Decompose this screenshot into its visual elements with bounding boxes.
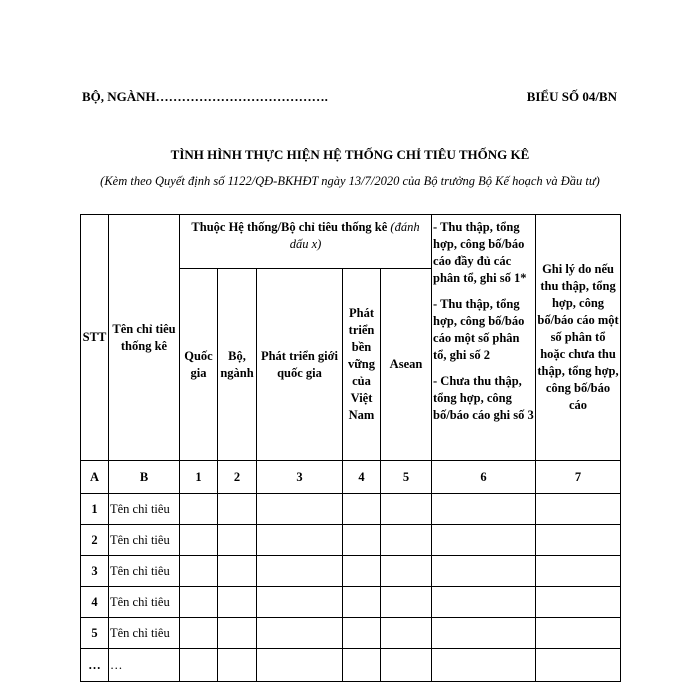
table-row-ellipsis xyxy=(81,649,621,682)
empty-cell[interactable] xyxy=(180,494,218,525)
empty-cell[interactable] xyxy=(432,587,536,618)
empty-cell[interactable] xyxy=(218,494,257,525)
empty-cell[interactable] xyxy=(381,494,432,525)
table-row xyxy=(81,494,621,525)
empty-cell[interactable] xyxy=(432,649,536,682)
table-row xyxy=(81,618,621,649)
code-cell: 1 xyxy=(180,461,218,494)
code-cell: 2 xyxy=(218,461,257,494)
empty-cell[interactable] xyxy=(180,525,218,556)
empty-cell[interactable] xyxy=(218,525,257,556)
empty-cell[interactable] xyxy=(536,556,621,587)
empty-cell[interactable] xyxy=(381,618,432,649)
header-reason: Ghi lý do nếu thu thập, tổng hợp, công bố/báo cáo một số phân tổ hoặc chưa thu thập, tổng hợp, công bố/báo cáo xyxy=(536,215,621,461)
header-system-group-note: (đánh dấu x) xyxy=(289,220,420,251)
empty-cell[interactable] xyxy=(218,618,257,649)
empty-cell[interactable] xyxy=(257,556,343,587)
status-option-1: - Thu thập, tổng hợp, công bố/báo cáo đầy đủ các phân tổ, ghi số 1* xyxy=(433,220,527,285)
empty-cell[interactable] xyxy=(381,556,432,587)
empty-cell[interactable] xyxy=(536,494,621,525)
header-sustainable-development: Phát triển bền vững của Việt Nam xyxy=(343,269,381,461)
code-cell: 6 xyxy=(432,461,536,494)
row-stt: … xyxy=(81,649,109,682)
empty-cell[interactable] xyxy=(218,649,257,682)
code-cell: 7 xyxy=(536,461,621,494)
statistics-table xyxy=(80,214,621,682)
empty-cell[interactable] xyxy=(381,587,432,618)
table-row xyxy=(81,587,621,618)
empty-cell[interactable] xyxy=(343,587,381,618)
code-cell: A xyxy=(81,461,109,494)
empty-cell[interactable] xyxy=(257,525,343,556)
empty-cell[interactable] xyxy=(343,618,381,649)
empty-cell[interactable] xyxy=(180,587,218,618)
empty-cell[interactable] xyxy=(536,587,621,618)
row-indicator-name: Tên chỉ tiêu xyxy=(109,587,180,618)
form-number: BIỂU SỐ 04/BN xyxy=(526,89,617,104)
empty-cell[interactable] xyxy=(536,618,621,649)
empty-cell[interactable] xyxy=(432,618,536,649)
empty-cell[interactable] xyxy=(257,494,343,525)
table-row xyxy=(81,525,621,556)
empty-cell[interactable] xyxy=(343,494,381,525)
code-cell: 4 xyxy=(343,461,381,494)
header-system-group xyxy=(180,215,432,269)
column-code-row xyxy=(81,461,621,494)
empty-cell[interactable] xyxy=(432,525,536,556)
document-subtitle: (Kèm theo Quyết định số 1122/QĐ-BKHĐT ngày 13/7/2020 của Bộ trưởng Bộ Kế hoạch và Đầu tư) xyxy=(100,174,600,188)
header-indicator-name: Tên chỉ tiêu thống kê xyxy=(109,215,180,461)
empty-cell[interactable] xyxy=(218,556,257,587)
row-indicator-name: … xyxy=(109,649,180,682)
empty-cell[interactable] xyxy=(343,525,381,556)
empty-cell[interactable] xyxy=(180,618,218,649)
empty-cell[interactable] xyxy=(536,525,621,556)
empty-cell[interactable] xyxy=(257,649,343,682)
empty-cell[interactable] xyxy=(381,525,432,556)
empty-cell[interactable] xyxy=(180,649,218,682)
empty-cell[interactable] xyxy=(218,587,257,618)
row-stt: 3 xyxy=(81,556,109,587)
header-gender-development: Phát triển giới quốc gia xyxy=(257,269,343,461)
row-indicator-name: Tên chỉ tiêu xyxy=(109,525,180,556)
ministry-header: BỘ, NGÀNH…………………………………. xyxy=(82,89,328,104)
empty-cell[interactable] xyxy=(432,556,536,587)
row-stt: 1 xyxy=(81,494,109,525)
code-cell: B xyxy=(109,461,180,494)
code-cell: 5 xyxy=(381,461,432,494)
row-stt: 5 xyxy=(81,618,109,649)
code-cell: 3 xyxy=(257,461,343,494)
empty-cell[interactable] xyxy=(536,649,621,682)
table-row xyxy=(81,556,621,587)
empty-cell[interactable] xyxy=(257,618,343,649)
status-option-2: - Thu thập, tổng hợp, công bố/báo cáo một số phân tổ, ghi số 2 xyxy=(433,297,525,362)
header-asean: Asean xyxy=(381,269,432,461)
header-national: Quốc gia xyxy=(180,269,218,461)
empty-cell[interactable] xyxy=(343,649,381,682)
empty-cell[interactable] xyxy=(432,494,536,525)
row-stt: 4 xyxy=(81,587,109,618)
header-system-group-title: Thuộc Hệ thống/Bộ chỉ tiêu thống kê xyxy=(191,220,388,234)
empty-cell[interactable] xyxy=(257,587,343,618)
row-indicator-name: Tên chỉ tiêu xyxy=(109,494,180,525)
empty-cell[interactable] xyxy=(343,556,381,587)
header-stt: STT xyxy=(81,215,109,461)
empty-cell[interactable] xyxy=(381,649,432,682)
row-stt: 2 xyxy=(81,525,109,556)
row-indicator-name: Tên chỉ tiêu xyxy=(109,618,180,649)
status-option-3: - Chưa thu thập, tổng hợp, công bố/báo cáo ghi số 3 xyxy=(433,374,534,422)
header-ministry: Bộ, ngành xyxy=(218,269,257,461)
document-title: TÌNH HÌNH THỰC HIỆN HỆ THỐNG CHỈ TIÊU THỐNG KÊ xyxy=(170,147,530,162)
empty-cell[interactable] xyxy=(180,556,218,587)
header-collection-status xyxy=(432,215,536,461)
row-indicator-name: Tên chỉ tiêu xyxy=(109,556,180,587)
